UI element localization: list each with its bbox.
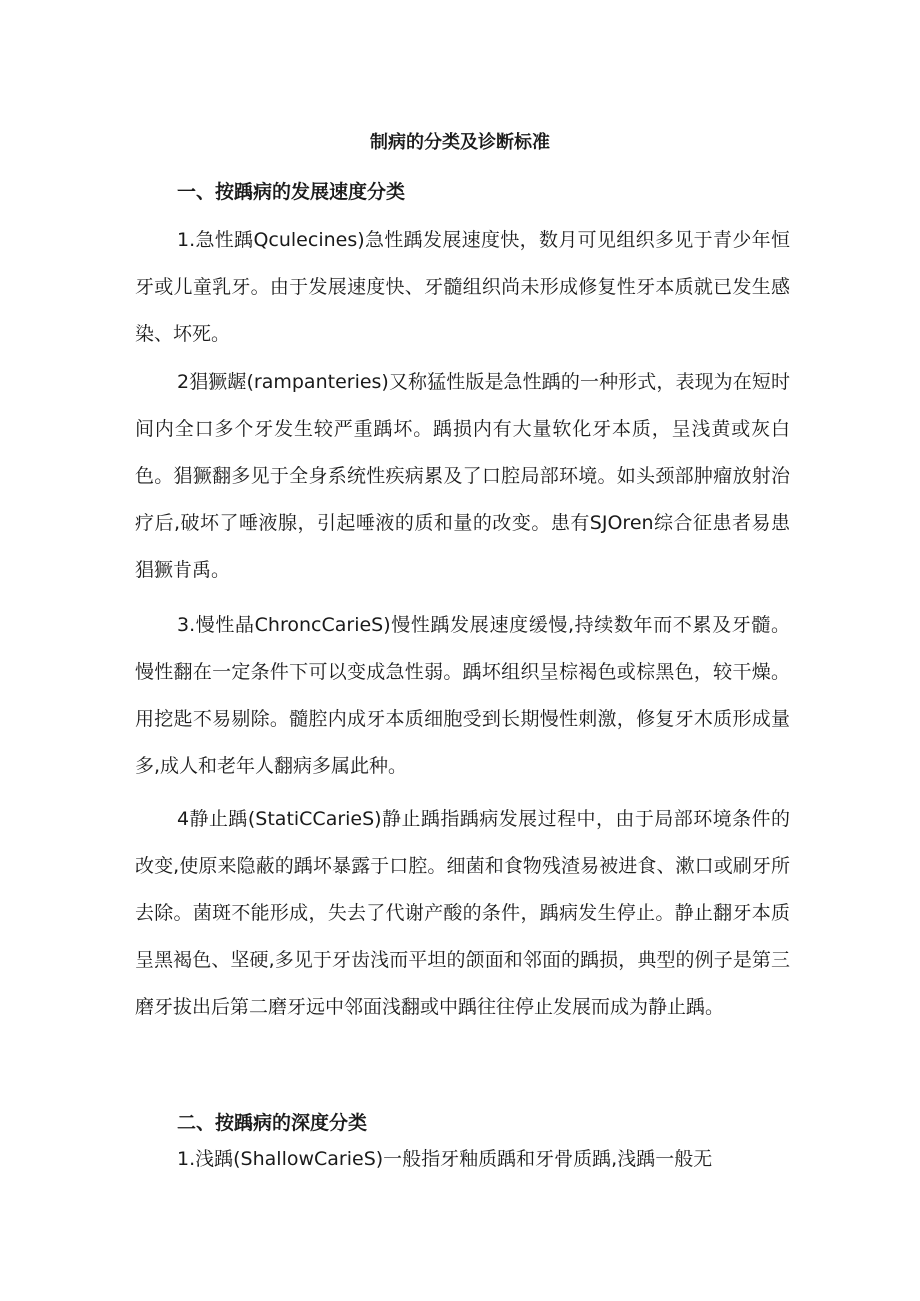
- paragraph-chronic-caries: 3.慢性晶ChroncCarieS)慢性踽发展速度缓慢,持续数年而不累及牙髓。慢性翻在一定条件下可以变成急性弱。踽坏组织呈棕褐色或棕黑色，较干燥。用挖匙不易剔除。髓腔内成牙本质细胞受到长期慢性刺激，修复牙木质形成量多,成人和老年人翻病多属此种。: [135, 614, 790, 777]
- page-title: 制病的分类及诊断标准: [370, 132, 550, 153]
- paragraph-rampant-caries: 2猖獗龌(rampanteries)又称猛性版是急性踽的一种形式，表现为在短时间内全口多个牙发生较严重踽坏。踽损内有大量软化牙本质，呈浅黄或灰白色。猖獗翻多见于全身系统性疾病累及了口腔局部环境。如头颈部肿瘤放射治疗后,破坏了唾液腺，引起唾液的质和量的改变。患有SJOren综合征患者易患猖獗肯禹。: [135, 371, 790, 581]
- paragraph-acute-caries: 1.急性踽Qculecines)急性踽发展速度快，数月可见组织多见于青少年恒牙或儿童乳牙。由于发展速度快、牙髓组织尚未形成修复性牙本质就已发生感染、坏死。: [135, 229, 790, 345]
- section-heading-speed: 一、按踽病的发展速度分类: [177, 181, 406, 203]
- paragraph-arrested-caries: 4静止踽(StatiCCarieS)静止踽指踽病发展过程中，由于局部环境条件的改变,使原来隐蔽的踽坏暴露于口腔。细菌和食物残渣易被进食、漱口或刷牙所去除。菌斑不能形成，失去了代谢产酸的条件，踽病发生停止。静止翻牙本质呈黑褐色、坚硬,多见于牙齿浅而平坦的颌面和邻面的踽损，典型的例子是第三磨牙拔出后第二磨牙远中邻面浅翻或中踽往往停止发展而成为静止踽。: [135, 808, 790, 1018]
- paragraph-shallow-caries: 1.浅踽(ShallowCarieS)一般指牙釉质踽和牙骨质踽,浅踽一般无: [177, 1148, 713, 1170]
- section-heading-depth: 二、按踽病的深度分类: [177, 1112, 368, 1134]
